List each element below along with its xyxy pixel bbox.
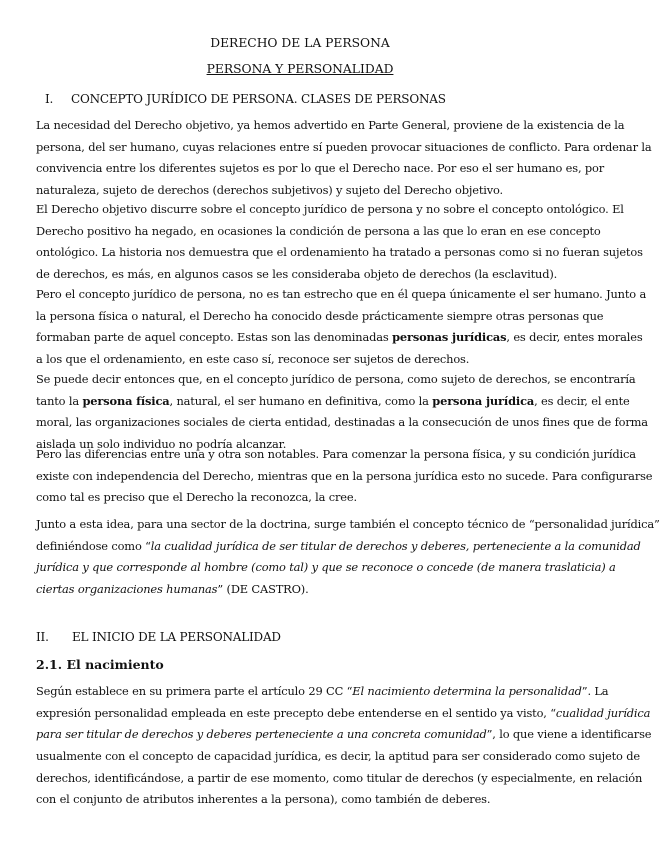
section-2-heading [36, 630, 281, 644]
text-run: ” (DE CASTRO). [217, 582, 309, 597]
section-1-number: I. [45, 92, 54, 106]
text-line: El Derecho objetivo discurre sobre el concepto jurídico de persona y no sobre el concepto ontológico. El [36, 202, 624, 216]
bold-term: persona física [82, 393, 170, 408]
paragraph-7 [36, 681, 652, 811]
text-run: ”, lo que viene a identificarse [486, 727, 652, 742]
text-line [36, 327, 643, 349]
text-line: la persona física o natural, el Derecho ha conocido desde prácticamente siempre otras personas que [36, 308, 604, 323]
quote-text: jurídica y que corresponde al hombre (como tal) y que se reconoce o concede (de manera traslaticia) a [36, 560, 616, 575]
text-line: moral, las organizaciones sociales de cierta entidad, destinadas a la consecución de unos fines que de forma [36, 415, 648, 430]
quote-text: ciertas organizaciones humanas [36, 582, 218, 597]
text-line: como tal es preciso que el Derecho la reconozca, la cree. [36, 490, 357, 505]
paragraph-5 [36, 444, 653, 509]
paragraph-6 [36, 514, 660, 601]
text-line: existe con independencia del Derecho, mientras que en la persona jurídica esto no sucede. Para configurarse [36, 468, 653, 483]
bold-term: persona jurídica [432, 393, 535, 408]
text-line [36, 391, 630, 413]
document-title: DERECHO DE LA PERSONA [210, 36, 390, 50]
quote-text: para ser titular de derechos y deberes perteneciente a una concreta comunidad [36, 727, 487, 742]
text-run: , natural, el ser humano en definitiva, como la [169, 393, 433, 408]
text-line: Se puede decir entonces que, en el concepto jurídico de persona, como sujeto de derechos, se encontraría [36, 372, 636, 386]
text-line [36, 579, 565, 601]
text-line: La necesidad del Derecho objetivo, ya hemos advertido en Parte General, proviene de la existencia de la [36, 118, 625, 132]
text-run: definiéndose como “ [36, 538, 151, 553]
document-subtitle: PERSONA Y PERSONALIDAD [206, 62, 394, 76]
text-run: Según establece en su primera parte el artículo 29 CC “ [36, 684, 353, 698]
subsection-heading: 2.1. El nacimiento [36, 657, 164, 672]
text-line: Pero las diferencias entre una y otra son notables. Para comenzar la persona física, y su condición jurídica [36, 447, 636, 461]
paragraph-4 [36, 369, 648, 456]
section-1-heading [45, 92, 446, 106]
quote-text: la cualidad jurídica de ser titular de derechos y deberes, perteneciente a la comunidad [150, 538, 641, 553]
text-line: a los que el ordenamiento, en este caso sí, reconoce ser sujetos de derechos. [36, 352, 470, 367]
section-2-title: EL INICIO DE LA PERSONALIDAD [72, 630, 281, 644]
paragraph-3 [36, 284, 647, 371]
text-run: expresión personalidad empleada en este precepto debe entenderse en el sentido ya visto, “ [36, 705, 556, 720]
text-line: aislada un solo individuo no podría alcanzar. [36, 437, 287, 452]
text-line [36, 557, 616, 579]
text-line: usualmente con el concepto de capacidad jurídica, es decir, la aptitud para ser considerado como sujeto de [36, 749, 640, 764]
text-run: tanto la [36, 393, 83, 408]
text-line: con el conjunto de atributos inherentes a la persona), como también de deberes. [36, 792, 491, 807]
section-2-number: II. [36, 630, 49, 644]
text-run: formaban parte de aquel concepto. Estas son las denominadas [36, 330, 393, 345]
text-line: naturaleza, sujeto de derechos (derechos subjetivos) y sujeto del Derecho objetivo. [36, 183, 504, 198]
text-run: ”. La [581, 684, 609, 698]
text-line: Pero el concepto jurídico de persona, no es tan estrecho que en él quepa únicamente el ser humano. Junto a [36, 287, 647, 301]
text-line [36, 724, 652, 746]
text-run: , es decir, el ente [534, 393, 630, 408]
text-line [36, 703, 651, 725]
text-line: Derecho positivo ha negado, en ocasiones la condición de persona a las que lo eran en ese concepto [36, 223, 601, 238]
text-line [36, 681, 609, 703]
quote-text: El nacimiento determina la personalidad [352, 684, 582, 698]
text-line: de derechos, es más, en algunos casos se les consideraba objeto de derechos (la esclavitud). [36, 267, 558, 282]
section-1-title: CONCEPTO JURÍDICO DE PERSONA. CLASES DE PERSONAS [71, 92, 446, 106]
bold-term: personas jurídicas [392, 330, 507, 345]
text-run: , es decir, entes morales [506, 330, 643, 345]
text-line: Junto a esta idea, para una sector de la doctrina, surge también el concepto técnico de “personalidad jurídica” [36, 517, 660, 531]
text-line: persona, del ser humano, cuyas relaciones entre sí pueden provocar situaciones de conflicto. Para ordenar la [36, 139, 652, 154]
text-line: ontológico. La historia nos demuestra que el ordenamiento ha tratado a personas como si no fueran sujetos [36, 245, 643, 260]
text-line: convivencia entre los diferentes sujetos es por lo que el Derecho nace. Por eso el ser humano es, por [36, 161, 605, 176]
text-line: derechos, identificándose, a partir de ese momento, como titular de derechos (y especialmente, en relación [36, 770, 643, 785]
paragraph-1 [36, 115, 652, 202]
paragraph-2 [36, 199, 643, 286]
text-line [36, 536, 641, 558]
quote-text: cualidad jurídica [555, 705, 651, 720]
